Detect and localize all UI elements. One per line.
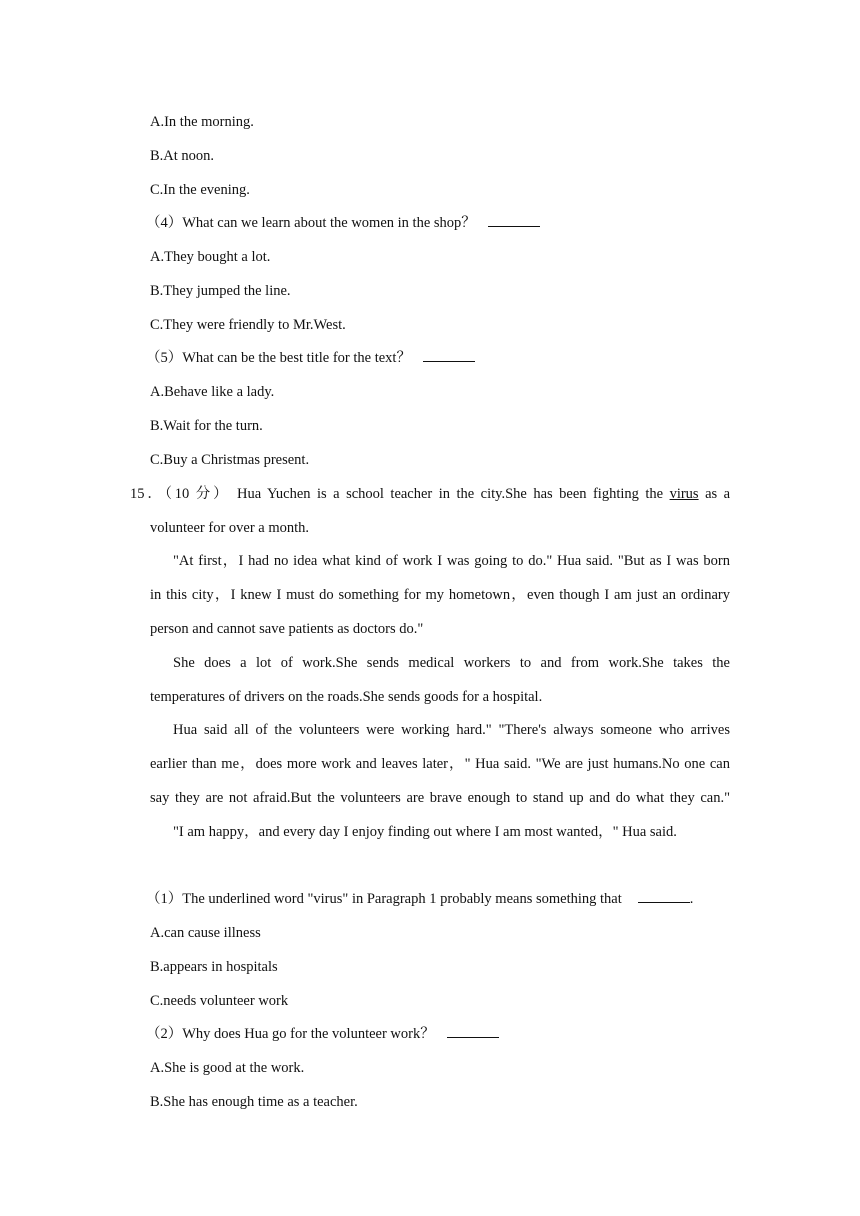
option-q5-c: C.Buy a Christmas present. bbox=[150, 452, 310, 468]
question-5 bbox=[146, 348, 475, 368]
q15-intro-line2: volunteer for over a month. bbox=[150, 520, 310, 536]
underlined-word: virus bbox=[669, 486, 699, 502]
q15-intro-text: Hua Yuchen is a school teacher in the city.She has been fighting the bbox=[236, 486, 664, 502]
sub-question-2-text: （2）Why does Hua go for the volunteer work？ bbox=[146, 1026, 435, 1042]
paragraph-4-line2: earlier than me，does more work and leaves later，" Hua said. "We are just humans.No one can bbox=[150, 756, 730, 772]
paragraph-3-line1: She does a lot of work.She sends medical workers to and from work.She takes the bbox=[173, 655, 730, 671]
option-sq1-b: B.appears in hospitals bbox=[150, 959, 278, 975]
question-4 bbox=[146, 213, 540, 233]
answer-blank bbox=[488, 214, 540, 227]
option-q3-c: C.In the evening. bbox=[150, 182, 250, 198]
answer-blank bbox=[638, 890, 690, 903]
option-q3-b: B.At noon. bbox=[150, 148, 215, 164]
answer-blank bbox=[447, 1025, 499, 1038]
paragraph-3-line2: temperatures of drivers on the roads.She sends goods for a hospital. bbox=[150, 689, 543, 705]
option-sq1-c: C.needs volunteer work bbox=[150, 993, 289, 1009]
sub-question-1 bbox=[146, 889, 693, 909]
q15-number: 15． bbox=[130, 486, 165, 502]
sub-question-1-text: （1）The underlined word "virus" in Paragraph 1 probably means something that bbox=[146, 891, 622, 907]
option-sq2-a: A.She is good at the work. bbox=[150, 1060, 305, 1076]
paragraph-2-line3: person and cannot save patients as doctors do." bbox=[150, 621, 424, 637]
option-q4-c: C.They were friendly to Mr.West. bbox=[150, 317, 346, 333]
option-q4-b: B.They jumped the line. bbox=[150, 283, 291, 299]
option-q4-a: A.They bought a lot. bbox=[150, 249, 271, 265]
option-q3-a: A.In the morning. bbox=[150, 114, 254, 130]
answer-blank bbox=[423, 349, 475, 362]
q15-intro-end: as a bbox=[705, 486, 731, 502]
option-q5-b: B.Wait for the turn. bbox=[150, 418, 263, 434]
paragraph-4-line1: Hua said all of the volunteers were working hard." "There's always someone who arrives bbox=[173, 722, 730, 738]
question-5-text: （5）What can be the best title for the text？ bbox=[146, 350, 411, 366]
paragraph-2-line2: in this city，I knew I must do something for my hometown，even though I am just an ordinary bbox=[150, 587, 730, 603]
option-sq1-a: A.can cause illness bbox=[150, 925, 261, 941]
option-q5-a: A.Behave like a lady. bbox=[150, 384, 275, 400]
sub-question-2 bbox=[146, 1024, 499, 1044]
option-sq2-b: B.She has enough time as a teacher. bbox=[150, 1094, 358, 1110]
paragraph-4-line3: say they are not afraid.But the volunteers are brave enough to stand up and do what they can." bbox=[150, 790, 730, 806]
question-4-text: （4）What can we learn about the women in the shop？ bbox=[146, 215, 476, 231]
sub-question-1-end: . bbox=[689, 891, 694, 907]
q15-score: （10 分） bbox=[164, 486, 231, 502]
q15-intro-line1 bbox=[130, 484, 730, 504]
paragraph-5-line1: "I am happy，and every day I enjoy finding out where I am most wanted，" Hua said. bbox=[173, 824, 677, 840]
paragraph-2-line1: "At first，I had no idea what kind of work I was going to do." Hua said. "But as I was born bbox=[173, 553, 730, 569]
